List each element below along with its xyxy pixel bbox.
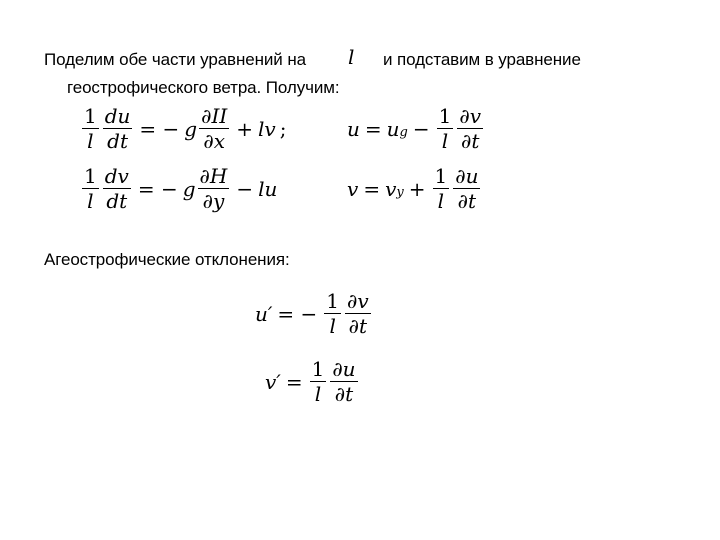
eq5-num2: ∂v (347, 289, 369, 313)
eq5-num1: 1 (326, 289, 340, 313)
eq1-end: ; (279, 116, 287, 141)
eq2-den3: ∂y (202, 189, 225, 213)
eq2-den1: l (87, 189, 94, 213)
eq4-sub: y (396, 185, 404, 200)
eq4-num1: 1 (434, 164, 448, 188)
eq2-op1: = − (137, 176, 178, 201)
divisor-symbol: l (348, 45, 355, 69)
eq6-num1: 1 (311, 357, 325, 381)
eq1-term: lv (258, 116, 276, 141)
eq1-g: g (184, 116, 198, 141)
section-heading: Агеострофические отклонения: (44, 250, 290, 269)
intro-line1-prefix: Поделим обе части уравнений на (44, 50, 306, 69)
eq3-num2: ∂v (459, 104, 482, 128)
eq1-op1: = − (139, 116, 180, 141)
eq2-op2: − (236, 176, 254, 201)
eq4-op1: = (363, 176, 381, 201)
eq4-op2: + (408, 176, 426, 201)
eq2-num3: ∂H (199, 164, 228, 188)
eq6-den1: l (314, 382, 322, 406)
intro-line1-suffix: и подставим в уравнение (383, 50, 581, 69)
eq4-rhs: v (385, 176, 397, 201)
eq5-op1: = − (277, 301, 318, 326)
eq3-rhs: u (386, 116, 400, 141)
eq4-num2: ∂u (455, 164, 479, 188)
eq5-lhs: u′ (255, 301, 273, 326)
eq1-den1: l (87, 129, 94, 153)
eq4-lhs: v (347, 176, 359, 201)
eq2-num2: dv (104, 164, 129, 188)
eq3-sub: g (399, 125, 408, 140)
eq1-num2: du (104, 104, 131, 128)
eq3-den2: ∂t (461, 129, 480, 153)
equation-6 (265, 358, 360, 405)
eq2-g: g (182, 176, 196, 201)
eq4-den1: l (437, 189, 445, 213)
eq2-num1: 1 (84, 164, 97, 188)
eq3-op1: = (364, 116, 382, 141)
eq3-den1: l (441, 129, 449, 153)
eq6-num2: ∂u (332, 357, 356, 381)
eq2-den2: dt (106, 189, 128, 213)
eq1-den3: ∂x (203, 129, 225, 153)
intro-line2: геострофического ветра. Получим: (67, 78, 340, 97)
eq6-op1: = (285, 369, 303, 394)
eq1-den2: dt (107, 129, 128, 153)
equation-5 (255, 290, 373, 337)
eq1-num1: 1 (84, 104, 97, 128)
equation-1 (80, 105, 286, 152)
eq2-term: lu (258, 176, 278, 201)
eq3-op2: − (412, 116, 430, 141)
eq6-lhs: v′ (265, 369, 281, 394)
eq5-den1: l (329, 314, 336, 338)
equation-4 (347, 165, 482, 212)
eq4-den2: ∂t (457, 189, 477, 213)
eq3-num1: 1 (438, 104, 452, 128)
eq3-lhs: u (347, 116, 360, 141)
eq1-op2: + (236, 116, 254, 141)
equation-2 (80, 165, 277, 212)
equation-3 (347, 105, 485, 152)
eq6-den2: ∂t (334, 382, 354, 406)
eq1-num3: ∂II (201, 104, 228, 128)
eq5-den2: ∂t (348, 314, 368, 338)
